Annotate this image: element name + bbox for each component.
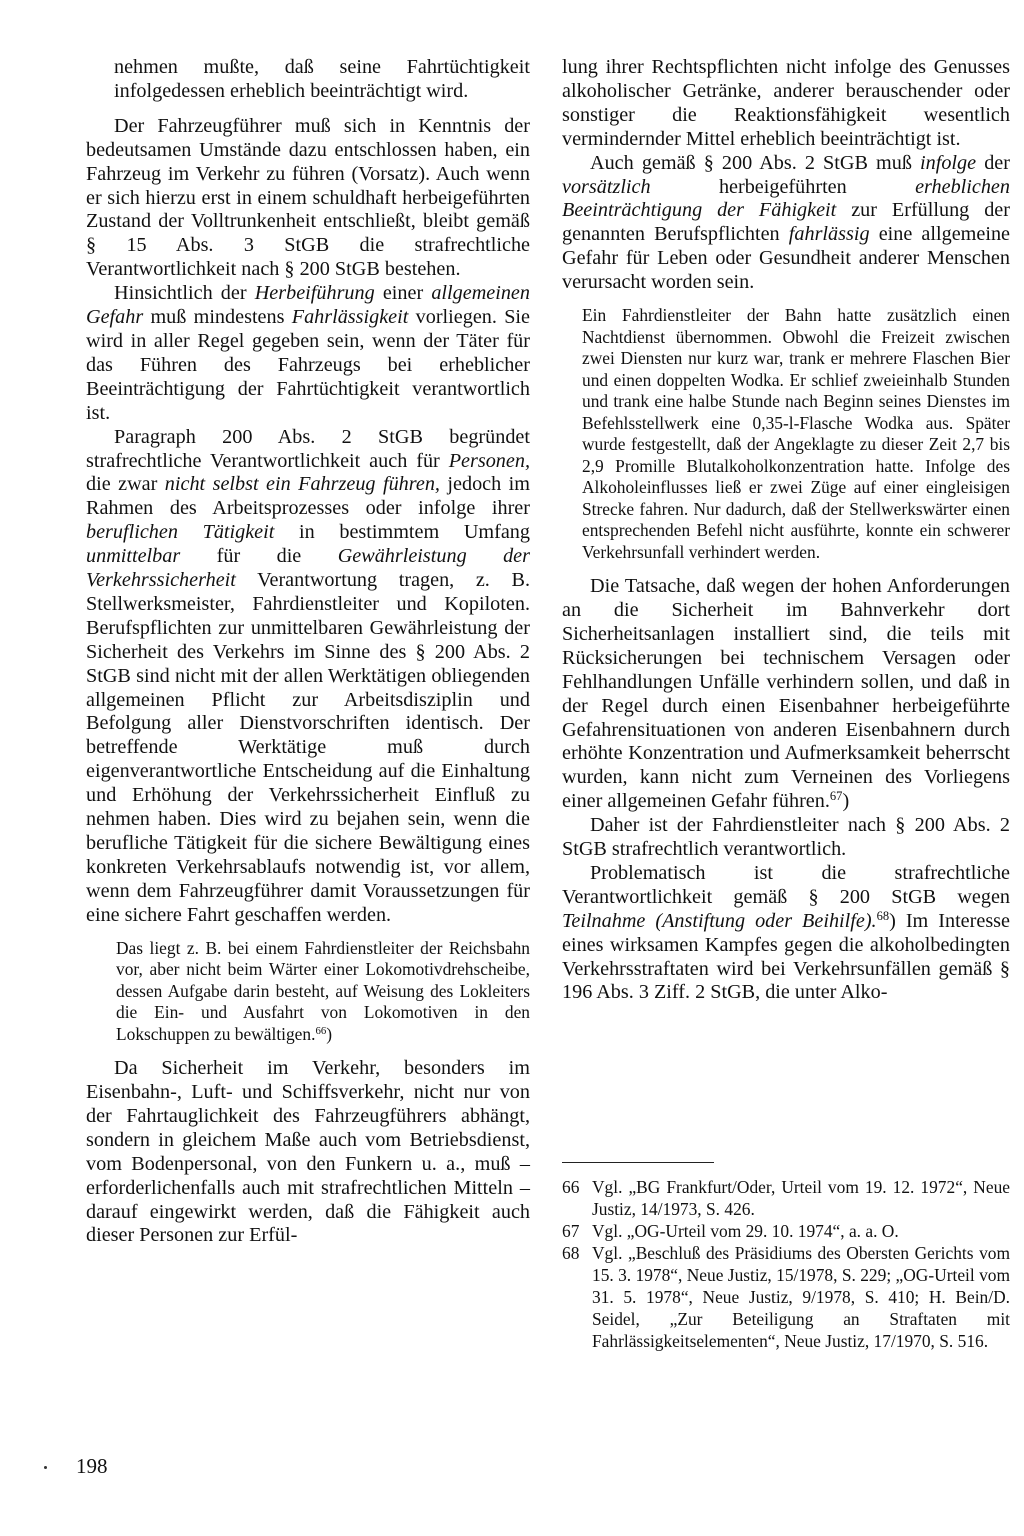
footnote-66 xyxy=(562,1176,1010,1220)
footnote-68 xyxy=(562,1242,1010,1352)
footnote-67 xyxy=(562,1220,1010,1242)
scan-speck xyxy=(44,1466,47,1469)
footnote-number: 66 xyxy=(562,1177,580,1197)
left-paragraph-sicherheit: Da Sicherheit im Verkehr, besonders im Eisenbahn-, Luft- und Schiffsverkehr, nicht nur von der Fahrtauglichkeit des Fahrzeugführers abhängt, sondern in gleichem Maße auch vom Betriebsdienst, vom Bodenpersonal, von den Funkern u. a., muß – erforderlichenfalls auch mit strafrechtlichen Mitteln – darauf eingewirkt werden, daß die Fähigkeit auch dieser Personen zur Erfül- xyxy=(86,1057,530,1247)
left-paragraph-vorsatz: Der Fahrzeugführer muß sich in Kenntnis der bedeutsamen Umstände dazu entschlossen haben, ein Fahrzeug im Verkehr zu führen (Vorsatz). Auch wenn er sich hierzu erst in einem schuldhaft herbeigeführten Zustand der Volltrunkenheit entschließt, bleibt gemäß § 15 Abs. 3 StGB die strafrechtliche Verantwortlichkeit nach § 200 StGB bestehen. xyxy=(86,114,530,281)
footnote-divider xyxy=(562,1162,714,1163)
right-example-block xyxy=(582,305,1010,563)
footnote-number: 68 xyxy=(562,1243,580,1263)
footnote-ref-68[interactable]: 68 xyxy=(876,908,890,923)
footnote-text: Vgl. „BG Frankfurt/Oder, Urteil vom 19. 12. 1972“, Neue Justiz, 14/1973, S. 426. xyxy=(592,1177,1010,1219)
footnote-ref-67[interactable]: 67 xyxy=(829,789,843,804)
footnote-text: Vgl. „OG-Urteil vom 29. 10. 1974“, a. a. O. xyxy=(592,1221,899,1241)
right-paragraph-tatsache: Die Tatsache, daß wegen der hohen Anforderungen an die Sicherheit im Bahnverkehr dort Sicherheitsanlagen installiert sind, die teils mit Rücksicherungen bei technischem Versagen oder Fehlhandlungen Unfälle verhindern sollen, und daß in der Regel durch einen Eisenbahner herbeigeführte Gefahrensituationen von anderen Eisenbahnern durch erhöhte Konzentration und Aufmerksamkeit beherrscht wurden, kann nicht zum Verneinen des Vorliegens einer allgemeinen Gefahr führen.$^{67}$) xyxy=(562,575,1010,813)
left-column xyxy=(86,56,530,1248)
footnote-number: 67 xyxy=(562,1221,580,1241)
right-paragraph-daher: Daher ist der Fahrdienstleiter nach § 200 Abs. 2 StGB strafrechtlich verantwortlich. xyxy=(562,814,1010,861)
left-paragraph-berufspflichten: Paragraph 200 Abs. 2 StGB begründet strafrechtliche Verantwortlichkeit auch für Personen, die zwar nicht selbst ein Fahrzeug führen, jedoch im Rahmen des Arbeitsprozesses oder infolge ihrer beruflichen Tätigkeit in bestimmtem Umfang unmittelbar für die Gewährleistung der Verkehrssicherheit Verantwortung tragen, z. B. Stellwerksmeister, Fahrdienstleiter und Kopiloten. Berufspflichten zur unmittelbaren Gewährleistung der Sicherheit des Verkehrs im Sinne des § 200 Abs. 2 StGB sind nicht mit der allen Werktätigen obliegenden allgemeinen Pflicht zur Arbeitsdisziplin und Befolgung aller Dienstvorschriften identisch. Der betreffende Werktätige muß durch eigenverantwortliche Entscheidung auf die Einhaltung und Erhöhung der Verkehrssicherheit Einfluß zu nehmen haben. Dies wird zu bejahen sein, wenn die berufliche Tätigkeit für die sichere Bewältigung eines konkreten Verkehrsablaufs notwendig ist, vor allem, wenn dem Fahrzeugführer damit Voraussetzungen für eine sichere Fahrt geschaffen werden. xyxy=(86,425,530,926)
left-example-block xyxy=(116,938,530,1046)
left-continuation-paragraph: nehmen mußte, daß seine Fahrtüchtigkeit infolgedessen erheblich beeinträchtigt wird. xyxy=(114,56,530,102)
right-paragraph-vorsatz: Auch gemäß § 200 Abs. 2 StGB muß infolge der vorsätzlich herbeigeführten erheblichen Beeinträchtigung der Fähigkeit zur Erfüllung der genannten Berufspflichten fahrlässig eine allgemeine Gefahr für Leben oder Gesundheit anderer Menschen verursacht worden sein. xyxy=(562,151,1010,294)
left-example-text: Das liegt z. B. bei einem Fahrdienstleiter der Reichsbahn vor, aber nicht beim Wärter einer Lokomotivdrehscheibe, dessen Aufgabe darin besteht, auf Weisung des Lokleiters die Ein- und Ausfahrt von Lokomotiven in den Lokschuppen zu bewältigen.$^{66}$) xyxy=(116,937,530,1044)
right-continuation-paragraph: lung ihrer Rechtspflichten nicht infolge des Genusses alkoholischer Getränke, anderer berauschender oder sonstiger die Reaktionsfähigkeit wesentlich vermindernder Mittel erheblich beeinträchtigt ist. xyxy=(562,56,1010,150)
left-paragraph-fahrlaessigkeit: Hinsichtlich der Herbeiführung einer allgemeinen Gefahr muß mindestens Fahrlässigkeit vorliegen. Sie wird in aller Regel gegeben sein, wenn der Täter für das Führen des Fahrzeugs bei erheblicher Beeinträchtigung der Fahrtüchtigkeit verantwortlich ist. xyxy=(86,282,530,424)
page-number: 198 xyxy=(76,1454,108,1478)
right-example-text: Ein Fahrdienstleiter der Bahn hatte zusätzlich einen Nachtdienst übernommen. Obwohl die Freizeit zwischen zwei Diensten nur kurz war, trank er mehrere Flaschen Bier und einen doppelten Wodka. Er schlief zweieinhalb Stunden und trank eine halbe Stunde nach Beginn seines Dienstes im Befehlsstellwerk eine 0,35-l-Flasche Wodka aus. Später wurde festgestellt, daß der Angeklagte zu dieser Zeit 2,7 bis 2,9 Promille Blutalkoholkonzentration hatte. Infolge des Alkoholeinflusses ließ er zwei Züge auf einer eingleisigen Strecke fahren. Nur dadurch, daß der Stellwerkswärter einen entsprechenden Befehl nicht ausführte, konnte ein schwerer Verkehrsunfall verhindert werden. xyxy=(582,305,1010,562)
footnote-ref-66[interactable]: 66 xyxy=(315,1024,327,1037)
right-paragraph-teilnahme: Problematisch ist die strafrechtliche Verantwortlichkeit gemäß § 200 StGB wegen Teilnahme (Anstiftung oder Beihilfe).$^{68}$) Im Interesse eines wirksamen Kampfes gegen die alkoholbedingten Verkehrsstraftaten wird bei Verkehrsunfällen gemäß § 196 Abs. 3 Ziff. 2 StGB, die unter Alko- xyxy=(562,861,1010,1004)
footnote-text: Vgl. „Beschluß des Präsidiums des Obersten Gerichts vom 15. 3. 1978“, Neue Justiz, 15/1978, S. 229; „OG-Urteil vom 31. 5. 1978“, Neue Justiz, 9/1978, S. 410; H. Bein/D. Seidel, „Zur Beteiligung an Straftaten mit Fahrlässigkeitselementen“, Neue Justiz, 17/1970, S. 516. xyxy=(592,1243,1010,1351)
right-column xyxy=(562,56,1010,1005)
footnotes xyxy=(562,1176,1010,1352)
